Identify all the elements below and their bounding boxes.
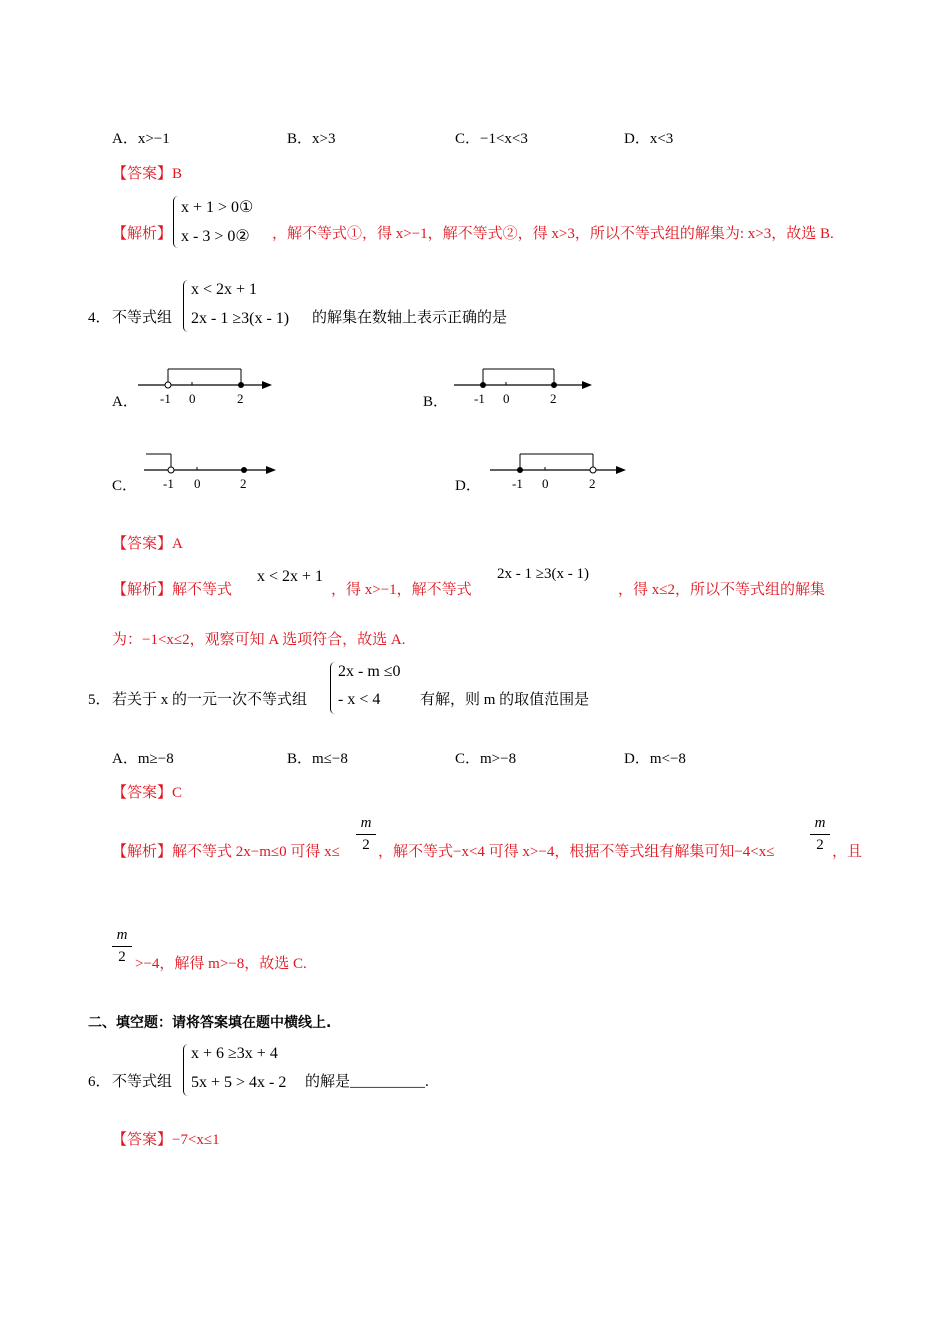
q6-number: 6． xyxy=(88,1074,111,1090)
tick-zero: 0 xyxy=(194,476,201,491)
q4-option-b-label: B． xyxy=(423,394,449,410)
q5-option-d: D．m<−8 xyxy=(624,751,686,767)
q5-stem-pre: 若关于 x 的一元一次不等式组 xyxy=(112,692,308,708)
section-title: 二、填空题：请将答案填在题中横线上. xyxy=(88,1015,332,1031)
q4-system-line1: x < 2x + 1 xyxy=(191,281,258,298)
q4-option-c-label: C． xyxy=(112,478,138,494)
tick-two: 2 xyxy=(550,391,557,406)
tick-neg1: -1 xyxy=(474,391,485,406)
q5-analysis-line2: >−4，解得 m>−8，故选 C. xyxy=(135,956,307,972)
q4-option-d-label: D． xyxy=(455,478,481,494)
q3-answer: 【答案】B xyxy=(112,166,183,182)
q5-number: 5． xyxy=(88,692,111,708)
q3-analysis-text: ，解不等式①，得 x>−1，解不等式②，得 x>3，所以不等式组的解集为: x>3，故选 B. xyxy=(272,226,834,242)
tick-two: 2 xyxy=(240,476,247,491)
q6-answer: 【答案】−7<x≤1 xyxy=(112,1132,220,1148)
q5-analysis-mid: ，解不等式−x<4 可得 x>−4，根据不等式组有解集可知−4<x≤ xyxy=(378,844,775,860)
q4-numberline-a xyxy=(130,360,280,410)
q5-analysis-end: ，且 xyxy=(832,844,863,860)
q4-stem-post: 的解集在数轴上表示正确的是 xyxy=(312,310,508,326)
q4-numberline-c xyxy=(138,444,283,494)
q5-system-brace xyxy=(330,662,335,714)
q4-option-a-label: A． xyxy=(112,394,138,410)
q4-analysis-line1: 【解析】解不等式 xyxy=(112,582,233,598)
q4-numberline-b xyxy=(446,360,601,410)
q5-fraction-1: m 2 xyxy=(356,815,376,854)
tick-neg1: -1 xyxy=(160,391,171,406)
q5-system-line1: 2x - m ≤0 xyxy=(338,663,401,680)
q5-answer: 【答案】C xyxy=(112,785,183,801)
q4-analysis-end: ，得 x≤2，所以不等式组的解集 xyxy=(618,582,825,598)
q4-analysis-ineq1: x < 2x + 1 xyxy=(257,568,324,585)
q3-option-b: B．x>3 xyxy=(287,131,336,147)
q5-analysis-line1: 【解析】解不等式 2x−m≤0 可得 x≤ xyxy=(112,844,340,860)
q4-system-brace xyxy=(183,280,188,332)
q4-numberline-d xyxy=(484,444,632,494)
q4-stem-pre: 不等式组 xyxy=(112,310,173,326)
q5-fraction-3: m 2 xyxy=(112,927,132,966)
tick-two: 2 xyxy=(589,476,596,491)
q5-stem-post: 有解，则 m 的取值范围是 xyxy=(420,692,590,708)
q5-fraction-2: m 2 xyxy=(810,815,830,854)
q6-system-line2: 5x + 5 > 4x - 2 xyxy=(191,1074,287,1091)
tick-neg1: -1 xyxy=(512,476,523,491)
q4-analysis-line2: 为：−1<x≤2，观察可知 A 选项符合，故选 A. xyxy=(112,632,406,648)
q6-system-brace xyxy=(183,1044,188,1096)
q5-option-c: C．m>−8 xyxy=(455,751,517,767)
q3-option-c: C．−1<x<3 xyxy=(455,131,528,147)
tick-zero: 0 xyxy=(503,391,510,406)
q3-system-line1: x + 1 > 0① xyxy=(181,199,254,216)
q6-system-line1: x + 6 ≥3x + 4 xyxy=(191,1045,278,1062)
q5-option-a: A．m≥−8 xyxy=(112,751,174,767)
q3-analysis-tag: 【解析】 xyxy=(112,226,173,242)
q6-stem-post: 的解是__________. xyxy=(305,1074,429,1090)
q3-system-line2: x - 3 > 0② xyxy=(181,228,250,245)
tick-neg1: -1 xyxy=(163,476,174,491)
q4-answer: 【答案】A xyxy=(112,536,183,552)
tick-zero: 0 xyxy=(542,476,549,491)
q4-analysis-mid: ，得 x>−1，解不等式 xyxy=(331,582,472,598)
q4-number: 4． xyxy=(88,310,111,326)
q3-option-a: A．x>−1 xyxy=(112,131,170,147)
q4-system-line2: 2x - 1 ≥3(x - 1) xyxy=(191,310,290,327)
q3-system-brace xyxy=(173,196,178,248)
q6-stem-pre: 不等式组 xyxy=(112,1074,173,1090)
q3-option-d: D．x<3 xyxy=(624,131,674,147)
q5-system-line2: - x < 4 xyxy=(338,691,381,708)
tick-zero: 0 xyxy=(189,391,196,406)
q4-analysis-ineq2: 2x - 1 ≥3(x - 1) xyxy=(497,566,589,582)
tick-two: 2 xyxy=(237,391,244,406)
q5-option-b: B．m≤−8 xyxy=(287,751,348,767)
